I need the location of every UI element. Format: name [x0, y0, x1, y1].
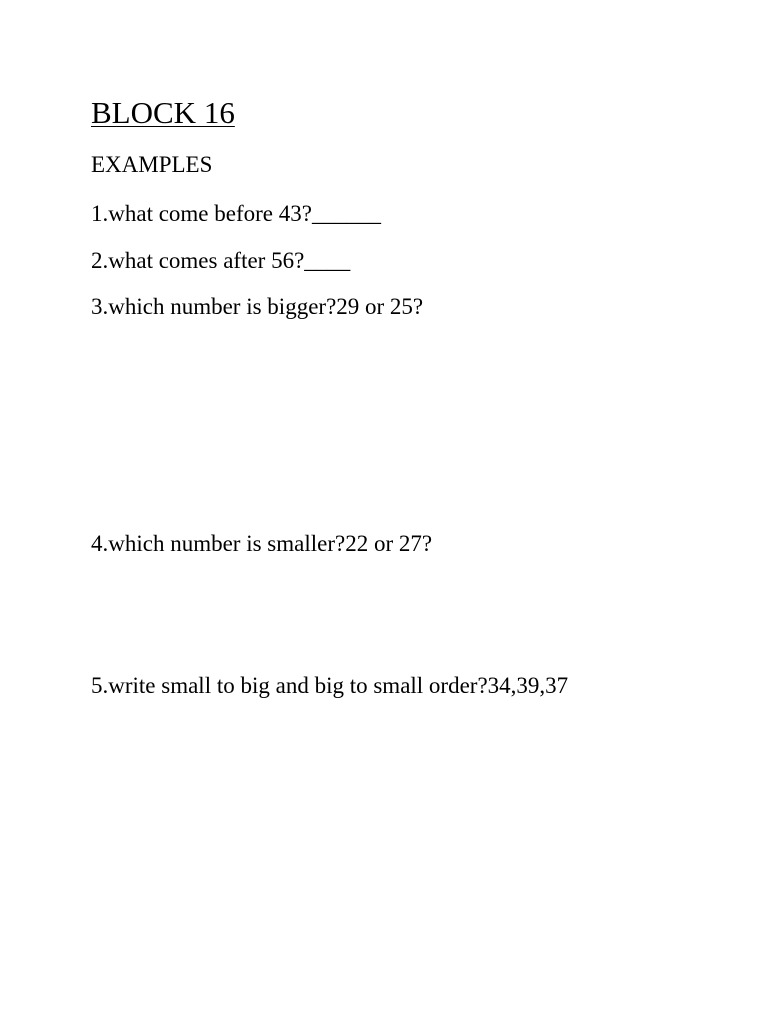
question-1: 1.what come before 43?______	[91, 201, 381, 226]
page-title: BLOCK 16	[91, 95, 235, 130]
question-5: 5.write small to big and big to small order?34,39,37	[91, 673, 569, 698]
section-heading: EXAMPLES	[91, 152, 213, 177]
question-4: 4.which number is smaller?22 or 27?	[91, 531, 433, 556]
question-2: 2.what comes after 56?____	[91, 248, 351, 273]
question-3: 3.which number is bigger?29 or 25?	[91, 294, 424, 319]
